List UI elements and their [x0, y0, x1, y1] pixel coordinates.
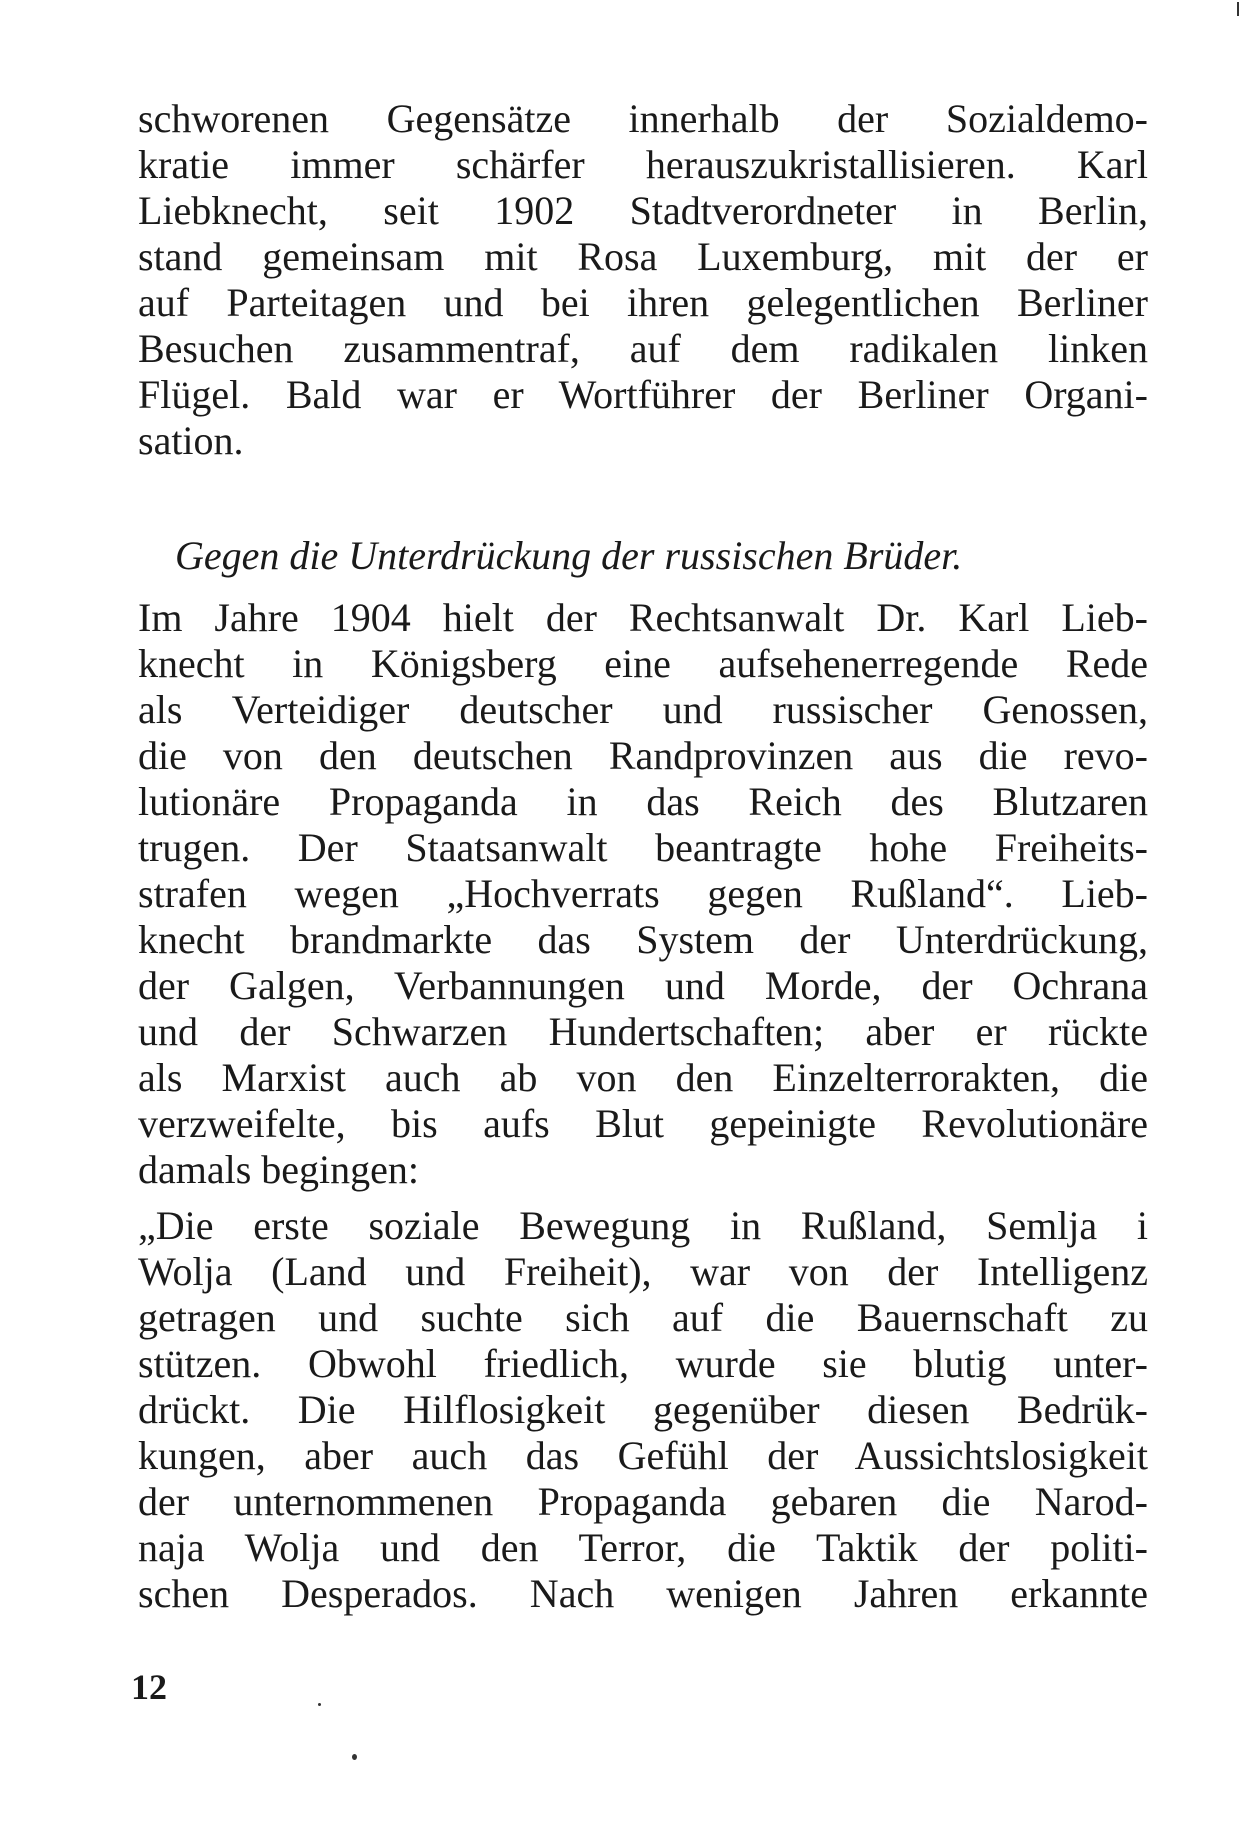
print-speck [1237, 2, 1239, 16]
text-line: Besuchen zusammentraf, auf dem radikalen linken [138, 326, 1148, 371]
text-line: Wolja (Land und Freiheit), war von der Intelligenz [138, 1249, 1148, 1294]
text-line: sation. [138, 418, 244, 463]
text-line: Liebknecht, seit 1902 Stadtverordneter in Berlin, [138, 188, 1148, 233]
page-number: 12 [131, 1667, 167, 1707]
paragraph-3 [138, 1203, 1148, 1617]
text-line: knecht brandmarkte das System der Unterdrückung, [138, 917, 1148, 962]
text-line: drückt. Die Hilflosigkeit gegenüber diesen Bedrük- [138, 1387, 1148, 1432]
text-line: kungen, aber auch das Gefühl der Aussichtslosigkeit [138, 1433, 1148, 1478]
print-speck [318, 1703, 321, 1706]
text-line: „Die erste soziale Bewegung in Rußland, Semlja i [138, 1203, 1148, 1248]
text-line: getragen und suchte sich auf die Bauernschaft zu [138, 1295, 1148, 1340]
text-line: strafen wegen „Hochverrats gegen Rußland“. Lieb- [138, 871, 1148, 916]
text-line: auf Parteitagen und bei ihren gelegentlichen Berliner [138, 280, 1148, 325]
text-line: der unternommenen Propaganda gebaren die Narod- [138, 1479, 1148, 1524]
text-line: verzweifelte, bis aufs Blut gepeinigte Revolutionäre [138, 1101, 1148, 1146]
text-line: trugen. Der Staatsanwalt beantragte hohe Freiheits- [138, 825, 1148, 870]
text-line: der Galgen, Verbannungen und Morde, der Ochrana [138, 963, 1148, 1008]
text-line: naja Wolja und den Terror, die Taktik der politi- [138, 1525, 1148, 1570]
text-line: stützen. Obwohl friedlich, wurde sie blutig unter- [138, 1341, 1148, 1386]
text-line: lutionäre Propaganda in das Reich des Blutzaren [138, 779, 1148, 824]
section-heading: Gegen die Unterdrückung der russischen Brüder. [175, 533, 963, 578]
text-line: schen Desperados. Nach wenigen Jahren erkannte [138, 1571, 1148, 1616]
text-line: als Marxist auch ab von den Einzelterrorakten, die [138, 1055, 1148, 1100]
text-line: kratie immer schärfer herauszukristallisieren. Karl [138, 142, 1148, 187]
text-line: Im Jahre 1904 hielt der Rechtsanwalt Dr. Karl Lieb- [138, 595, 1148, 640]
text-line: und der Schwarzen Hundertschaften; aber er rückte [138, 1009, 1148, 1054]
text-line: damals begingen: [138, 1147, 420, 1192]
text-line: schworenen Gegensätze innerhalb der Sozialdemo- [138, 96, 1148, 141]
paragraph-2 [138, 595, 1148, 1193]
print-speck [352, 1754, 357, 1760]
text-line: Flügel. Bald war er Wortführer der Berliner Organi- [138, 372, 1148, 417]
paragraph-1 [138, 96, 1148, 464]
text-line: stand gemeinsam mit Rosa Luxemburg, mit der er [138, 234, 1148, 279]
text-line: knecht in Königsberg eine aufsehenerregende Rede [138, 641, 1148, 686]
text-line: als Verteidiger deutscher und russischer Genossen, [138, 687, 1148, 732]
text-line: die von den deutschen Randprovinzen aus die revo- [138, 733, 1148, 778]
